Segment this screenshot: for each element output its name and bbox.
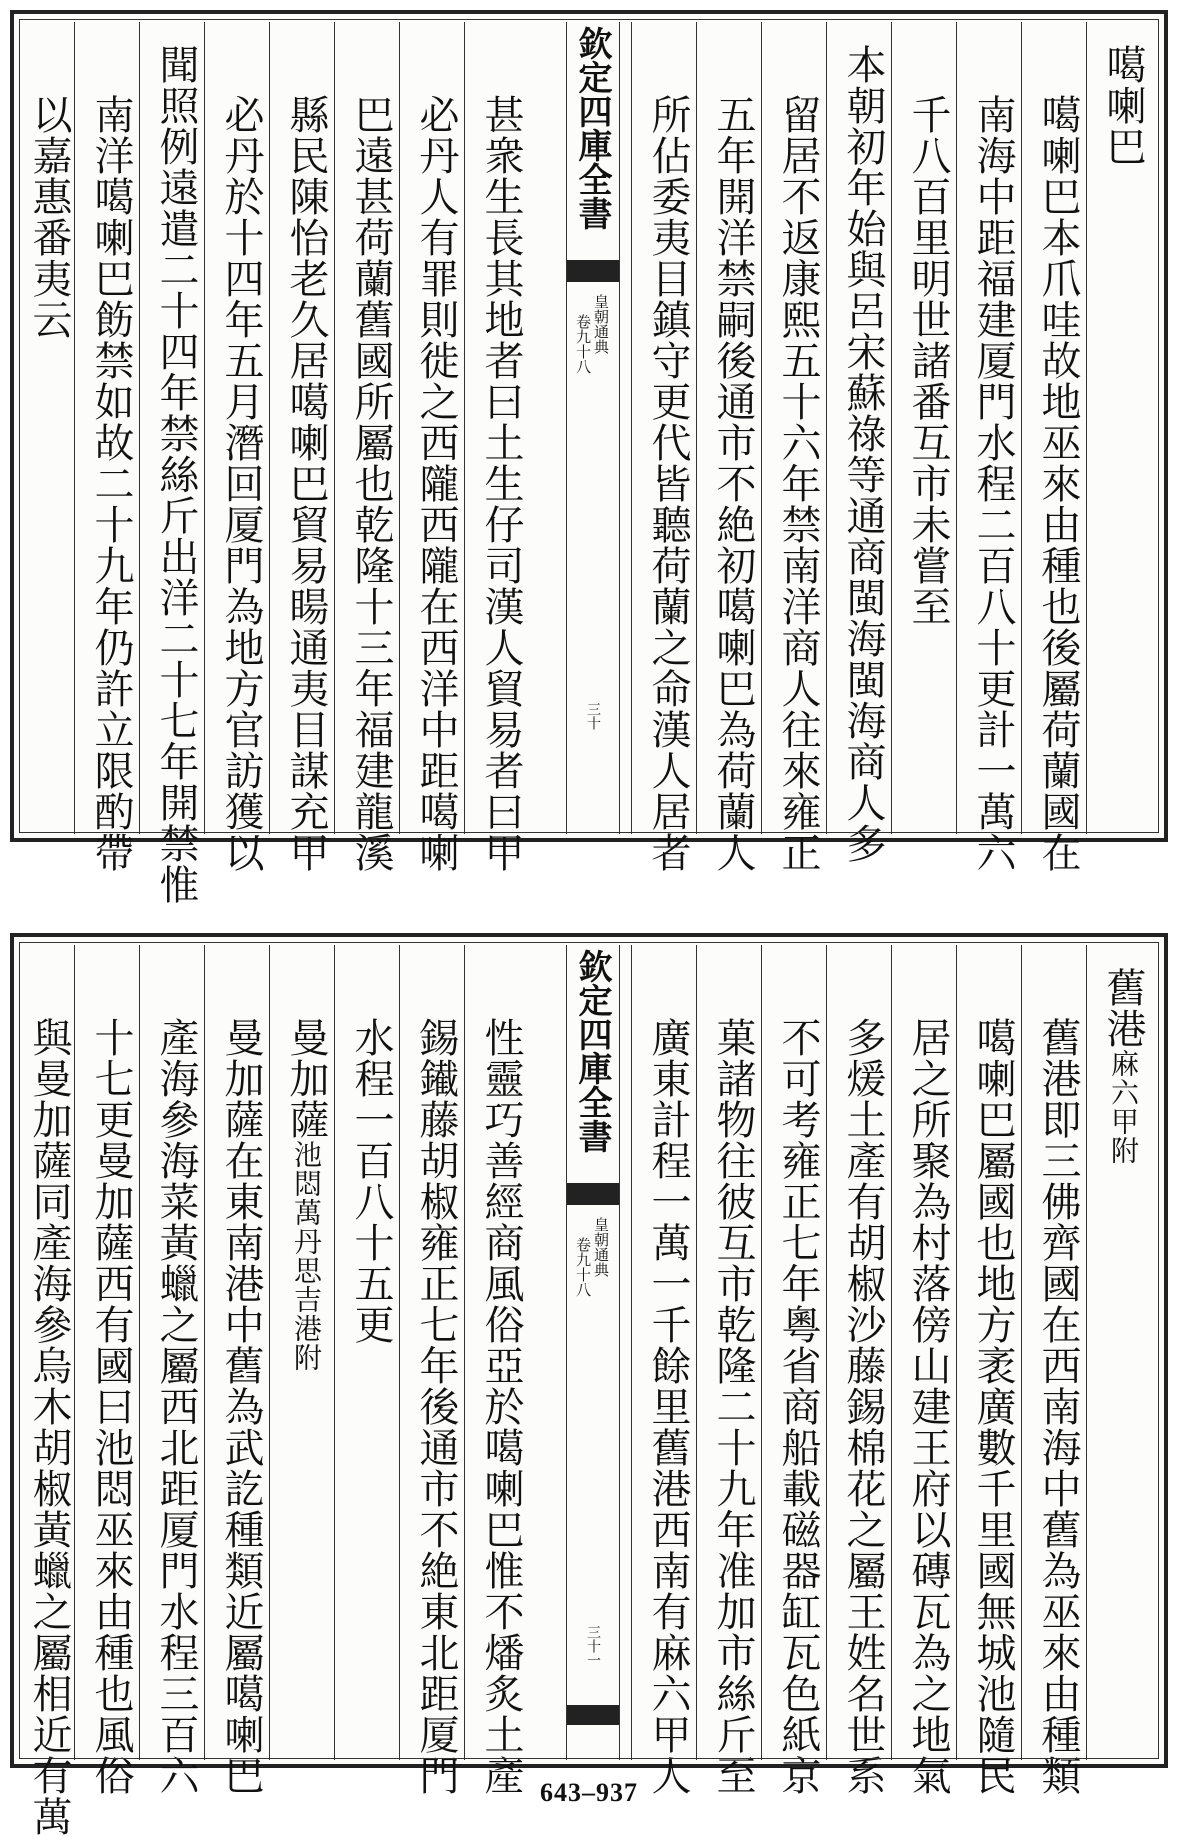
- text-column: 必丹於十四年五月潛回厦門為地方官訪獲以: [218, 94, 264, 873]
- column-rule: [399, 22, 400, 834]
- book-header: 欽定四庫全書: [572, 949, 612, 1153]
- text-column: 甚衆生長其地者曰土生仔司漢人貿易者曰甲: [478, 94, 524, 873]
- column-rule: [631, 22, 632, 834]
- column-rule: [631, 945, 632, 1760]
- column-rule: [334, 22, 335, 834]
- text-column: 本朝初年始與呂宋蘇祿等通商閩海閩海商人多: [840, 44, 886, 864]
- top-page: [10, 10, 1168, 905]
- fish-tail-mark: [567, 1183, 619, 1205]
- text-column: 噶喇巴屬國也地方袤廣數千里國無城池隨民: [970, 1017, 1016, 1796]
- section-title: [1100, 967, 1146, 1165]
- text-column: 南海中距福建厦門水程二百八十更計一萬六: [970, 94, 1016, 873]
- text-column: 所佔委夷目鎮守更代皆聽荷蘭之命漢人居者: [645, 94, 691, 873]
- column-rule: [891, 945, 892, 1760]
- text-column: 舊港即三佛齊國在西南海中舊為巫來由種類: [1035, 1017, 1081, 1796]
- inline-note: 附: [290, 1343, 323, 1372]
- column-rule: [891, 22, 892, 834]
- column-rule: [696, 22, 697, 834]
- text-column: 噶喇巴: [1100, 44, 1146, 167]
- text-column: 與曼加薩同產海參烏木胡椒黃蠟之屬相近有萬: [26, 1017, 72, 1837]
- column-rule: [826, 945, 827, 1760]
- column-rule: [139, 945, 140, 1760]
- fish-tail-mark: [567, 1705, 619, 1725]
- center-fold-strip: [566, 22, 620, 834]
- section-title-note: 麻六甲附: [1107, 1049, 1140, 1165]
- column-rule: [399, 945, 400, 1760]
- text-column: 聞照例遠遣二十四年禁絲斤出洋二十七年開禁惟: [153, 44, 199, 905]
- column-rule: [761, 945, 762, 1760]
- text-column: 廣東計程一萬一千餘里舊港西南有麻六甲人: [645, 1017, 691, 1796]
- center-fold-strip: [566, 945, 620, 1760]
- column-rule: [269, 945, 270, 1760]
- column-rule: [956, 22, 957, 834]
- column-rule: [956, 945, 957, 1760]
- column-rule: [464, 945, 465, 1760]
- text-column: 必丹人有罪則徙之西隴西隴在西洋中距噶喇: [413, 94, 459, 873]
- place-name: 曼加薩: [283, 1017, 329, 1140]
- side-volume: 卷九十八: [574, 1237, 592, 1297]
- column-rule: [74, 22, 75, 834]
- column-rule: [761, 22, 762, 834]
- column-rule: [74, 945, 75, 1760]
- text-column: 錫䥫藤胡椒雍正七年後通市不絶東北距厦門: [413, 1017, 459, 1796]
- column-rule: [269, 22, 270, 834]
- inline-note: 思吉港: [290, 1256, 323, 1343]
- text-column: 曼加薩在東南港中舊為武訖種類近屬噶喇巴: [218, 1017, 264, 1796]
- side-title: 皇朝通典: [592, 1217, 610, 1277]
- text-column-with-note: [283, 1017, 329, 1372]
- column-rule: [204, 22, 205, 834]
- text-column: 留居不返康熙五十六年禁南洋商人往來雍正: [775, 94, 821, 873]
- column-rule: [1021, 22, 1022, 834]
- text-column: 十七更曼加薩西有國曰池悶巫來由種也風俗: [88, 1017, 134, 1796]
- text-column: 縣民陳怡老久居噶喇巴貿易䁑通夷目謀充甲: [283, 94, 329, 873]
- catalog-number: 643–937: [540, 1778, 638, 1807]
- fish-tail-mark: [567, 260, 619, 282]
- text-column: 噶喇巴本爪哇故地巫來由種也後屬荷蘭國在: [1035, 94, 1081, 873]
- text-column: 居之所聚為村落傍山建王府以磚瓦為之地氣: [905, 1017, 951, 1796]
- text-column: 五年開洋禁嗣後通市不絶初噶喇巴為荷蘭人: [710, 94, 756, 873]
- text-column: 菓諸物往彼互市乾隆二十九年准加市絲斤至: [710, 1017, 756, 1796]
- column-rule: [139, 22, 140, 834]
- column-rule: [464, 22, 465, 834]
- column-rule: [1086, 945, 1087, 1760]
- text-column: 南洋噶喇巴飭禁如故二十九年仍許立限酌帶: [88, 94, 134, 873]
- book-header: 欽定四庫全書: [572, 26, 612, 230]
- text-column: 巴遠甚荷蘭舊國所屬也乾隆十三年福建龍溪: [348, 94, 394, 873]
- column-rule: [826, 22, 827, 834]
- page-number: 三十一: [585, 1625, 601, 1667]
- side-title: 皇朝通典: [592, 294, 610, 354]
- column-rule: [1086, 22, 1087, 834]
- text-column: 產海參海菜黃蠟之屬西北距厦門水程三百六: [153, 1017, 199, 1796]
- text-column: 水程一百八十五更: [348, 1017, 394, 1345]
- side-volume: 卷九十八: [574, 314, 592, 374]
- text-column: 不可考雍正七年粵省商船載磁器缸瓦色紙京: [775, 1017, 821, 1796]
- section-title-main: 舊港: [1100, 967, 1146, 1049]
- text-column: 千八百里明世諸番互市未嘗至: [905, 94, 951, 627]
- page-number: 三十: [585, 702, 601, 730]
- column-rule: [1021, 945, 1022, 1760]
- inline-note: 池悶: [290, 1140, 323, 1198]
- text-column: 性靈巧善經商風俗亞於噶喇巴惟不燔炙土產: [478, 1017, 524, 1796]
- text-column: 以嘉惠番夷云: [26, 94, 72, 340]
- inline-note: 萬丹: [290, 1198, 323, 1256]
- column-rule: [696, 945, 697, 1760]
- text-column: 多煖土產有胡椒沙藤錫棉花之屬王姓名世系: [840, 1017, 886, 1796]
- column-rule: [204, 945, 205, 1760]
- column-rule: [334, 945, 335, 1760]
